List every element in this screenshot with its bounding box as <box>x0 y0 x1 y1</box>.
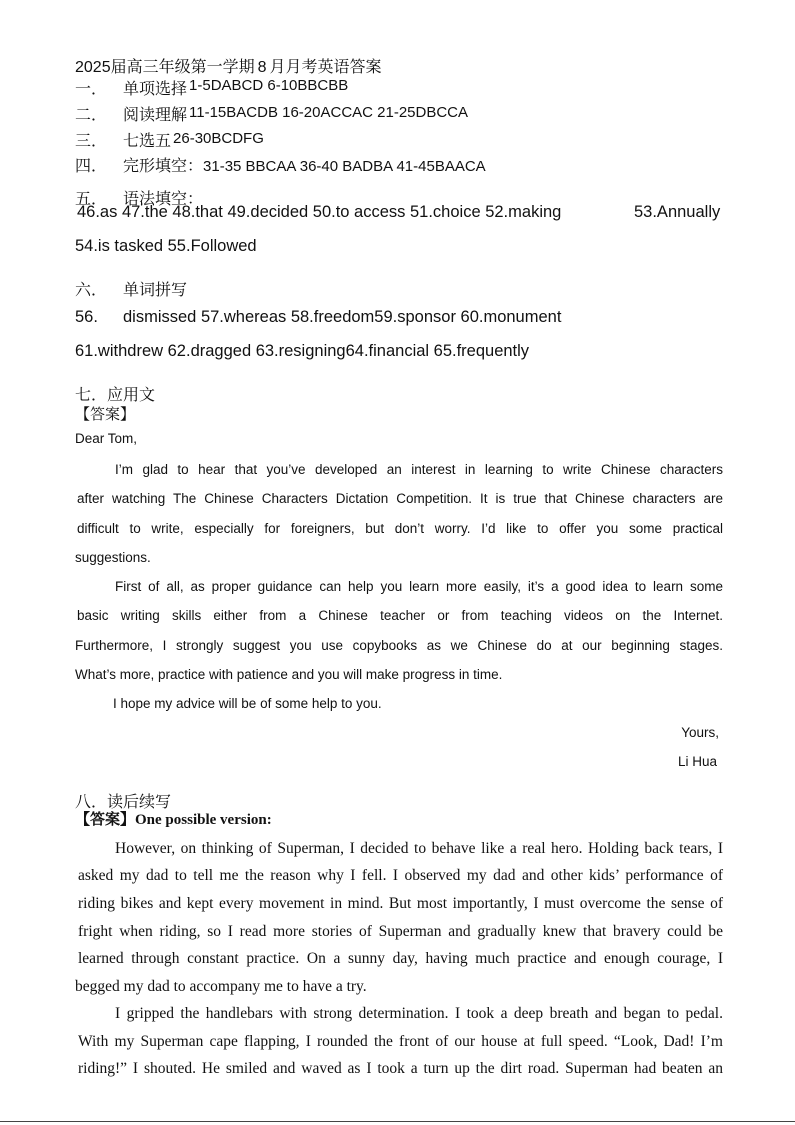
letter-closing: Yours, <box>681 725 719 740</box>
letter-p2-line-1: First of all, as proper guidance can help you learn more easily, it’s a good idea to learn some <box>115 579 723 594</box>
letter-p1-line-3: difficult to write, especially for foreigners, but don’t worry. I’d like to offer you some practical <box>77 521 723 536</box>
letter-p2-line-3: Furthermore, I strongly suggest you use copybooks as we Chinese do at our beginning stages. <box>75 638 723 653</box>
section-answers: 31-35 BBCAA 36-40 BADBA 41-45BAACA <box>203 158 486 175</box>
section-title: 完形填空： <box>123 156 204 175</box>
section-3-row <box>75 128 264 151</box>
letter-signature: Li Hua <box>677 754 717 769</box>
section-number: 四． <box>75 156 108 175</box>
letter-salutation: Dear Tom, <box>75 431 138 446</box>
page-bottom-border <box>0 1121 795 1122</box>
section-number: 二． <box>75 105 108 124</box>
section-6-heading <box>75 277 187 300</box>
grammar-answers-line-1-end: 53.Annually <box>634 203 721 221</box>
spelling-first-number: 56. <box>75 308 98 326</box>
section-number: 六． <box>75 280 108 299</box>
story-p1-line-6: begged my dad to accompany me to have a try. <box>75 978 367 995</box>
section-7-heading: 七．应用文 <box>75 385 156 404</box>
section-number: 一． <box>75 79 108 98</box>
story-p2-line-3: riding!” I shouted. He smiled and waved as I took a turn up the dirt road. Superman had beaten an <box>78 1060 723 1077</box>
letter-p1-line-4: suggestions. <box>75 550 151 565</box>
writing-answer-label: 【答案】 <box>75 405 136 423</box>
story-p1-line-2: asked my dad to tell me the reason why I fell. I observed my dad and other kids’ performance of <box>78 867 723 884</box>
letter-p1-line-2: after watching The Chinese Characters Dictation Competition. It is true that Chinese characters are <box>77 491 723 506</box>
continuation-answer-label <box>75 808 272 829</box>
section-number: 五． <box>75 189 108 208</box>
letter-p2-line-2: basic writing skills either from a Chinese teacher or from teaching videos on the Internet. <box>77 608 723 623</box>
story-p1-line-4: fright when riding, so I read more stories of Superman and gradually knew that bravery could be <box>78 923 723 940</box>
section-title: 语法填空： <box>123 189 204 208</box>
section-answers: 1-5DABCD 6-10BBCBB <box>189 77 349 94</box>
section-title: 单项选择 <box>123 79 188 98</box>
letter-p3: I hope my advice will be of some help to you. <box>113 696 382 711</box>
grammar-answers-line-1: 46.as 47.the 48.that 49.decided 50.to access 51.choice 52.making <box>77 203 562 221</box>
letter-p2-line-4: What’s more, practice with patience and you will make progress in time. <box>75 667 503 682</box>
story-p1-line-5: learned through constant practice. On a sunny day, having much practice and enough courage, I <box>78 950 723 967</box>
spelling-answers-line-2: 61.withdrew 62.dragged 63.resigning64.financial 65.frequently <box>75 342 530 360</box>
spelling-answers-line-1 <box>75 308 561 327</box>
section-title: 七选五 <box>123 131 172 150</box>
story-p1-line-3: riding bikes and kept every movement in mind. But most importantly, I must overcome the sense of <box>78 895 723 912</box>
story-p2-line-1: I gripped the handlebars with strong determination. I took a deep breath and began to pedal. <box>115 1005 723 1022</box>
section-4-row <box>75 153 486 176</box>
title-month-num: 8 <box>257 59 267 76</box>
title-year: 2025 <box>75 59 111 76</box>
grammar-answers-line-2: 54.is tasked 55.Followed <box>75 237 257 255</box>
section-1-row <box>75 76 348 99</box>
section-number: 三． <box>75 131 108 150</box>
document-title <box>75 54 382 77</box>
story-p1-line-1: However, on thinking of Superman, I decided to behave like a real hero. Holding back tears, I <box>115 840 723 857</box>
one-possible-version-label: One possible version: <box>135 812 272 828</box>
story-p2-line-2: With my Superman cape flapping, I rounded the front of our house at full speed. “Look, Dad! I’m <box>78 1033 723 1050</box>
section-title: 单词拼写 <box>123 280 188 299</box>
section-2-row <box>75 102 468 125</box>
letter-p1-line-1: I’m glad to hear that you’ve developed an interest in learning to write Chinese characters <box>115 462 723 477</box>
answer-bracket-label: 【答案】 <box>75 810 136 828</box>
title-part1: 届高三年级第一学期 <box>110 57 255 76</box>
spelling-first-words: dismissed 57.whereas 58.freedom59.sponsor 60.monument <box>123 308 562 326</box>
section-answers: 11-15BACDB 16-20ACCAC 21-25DBCCA <box>189 104 469 121</box>
section-8-heading: 八．读后续写 <box>75 792 172 811</box>
section-title: 阅读理解 <box>123 105 188 124</box>
section-answers: 26-30BCDFG <box>173 130 264 147</box>
title-part2: 月月考英语答案 <box>269 57 382 76</box>
